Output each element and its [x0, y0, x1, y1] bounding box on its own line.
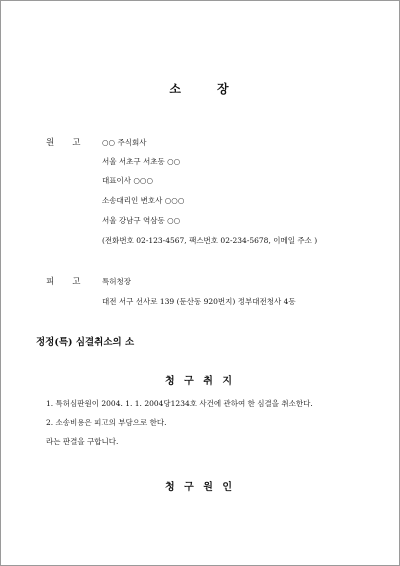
- title-left-char: 소: [169, 82, 183, 96]
- plaintiff-attorney-address: 서울 강남구 역삼동 ○○: [102, 216, 181, 225]
- defendant-address: 대전 서구 선사로 139 (둔산동 920번지) 정부대전청사 4동: [102, 297, 296, 306]
- plaintiff-address: 서울 서초구 서초동 ○○: [102, 157, 181, 166]
- plaintiff-company: ○○ 주식회사: [102, 138, 147, 147]
- claim-purpose-closing: 라는 판결을 구합니다.: [46, 437, 119, 446]
- defendant-label: [46, 275, 80, 287]
- defendant-label-a: 피: [46, 277, 55, 287]
- defendant-name: 특허청장: [102, 277, 131, 286]
- title-right-char: 장: [217, 82, 231, 96]
- case-title: 정정(특) 심결취소의 소: [36, 337, 135, 348]
- plaintiff-label: [46, 136, 80, 148]
- defendant-label-b: 고: [72, 277, 81, 287]
- plaintiff-label-b: 고: [72, 138, 81, 148]
- document-title: [0, 80, 400, 97]
- plaintiff-contact: (전화번호 02-123-4567, 팩스번호 02-234-5678, 이메일 주소 ): [102, 236, 318, 245]
- claim-purpose-item-2: 2. 소송비용은 피고의 부담으로 한다.: [46, 418, 167, 427]
- claim-purpose-item-1: 1. 특허심판원이 2004. 1. 1. 2004당1234호 사건에 관하여 한 심결을 취소한다.: [46, 399, 313, 408]
- claim-purpose-heading: 청 구 취 지: [164, 376, 236, 387]
- plaintiff-label-a: 원: [46, 138, 55, 148]
- claim-cause-heading: 청 구 원 인: [164, 482, 236, 493]
- plaintiff-representative: 대표이사 ○○○: [102, 176, 153, 185]
- plaintiff-attorney: 소송대리인 변호사 ○○○: [102, 196, 185, 205]
